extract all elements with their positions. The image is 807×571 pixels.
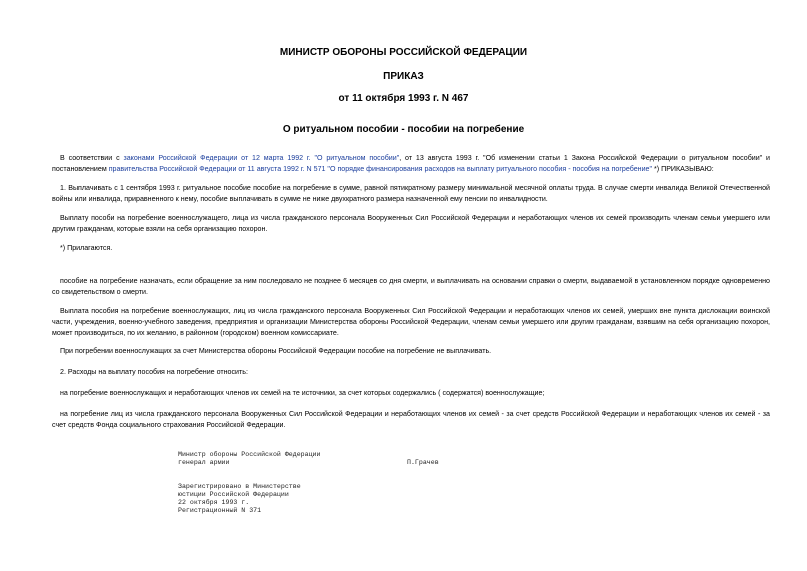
government-decree-link[interactable]: правительства Российской Федерации от 11 августа 1992 г. N 571 "О порядке финансирования расходов на выплату ритуального пособия - пособия на погребение" xyxy=(108,165,653,173)
registration-date: 22 октября 1993 г. xyxy=(178,499,250,506)
intro-text-3: *) ПРИКАЗЫВАЮ: xyxy=(652,165,714,173)
paragraph-2: Выплату пособи на погребение военнослужащего, лица из числа гражданского персонала Вооруженных Сил Российской Федерации и неработающих членов их семей производить членам семьи умершего или другим гражданам, которые взяли на себя организацию похорон. xyxy=(52,214,770,233)
attachments-note: *) Прилагаются. xyxy=(60,244,113,252)
paragraph-8: на погребение военнослужащих и неработающих членов их семей на те источники, за счет которых содержались ( содержатся) военнослужащие; xyxy=(60,389,545,397)
laws-link[interactable]: законами Российской Федерации от 12 марта 1992 г. "О ритуальном пособии" xyxy=(123,154,400,162)
paragraph-5: Выплата пособия на погребение военнослужащих, лиц из числа гражданского персонала Вооруженных Сил Российской Федерации и неработающих членов их семей, умерших вне пункта дислокации воинской части, учреждения, военно-учебного заведения, предприятия и организации Министерства обороны Российской Федерации, членам семьи умершего или другим гражданам, взявшим на себя организацию похорон, может производиться, по их желанию, в районном (городском) военном комиссариате. xyxy=(52,307,770,337)
registration-line-2: юстиции Российской Федерации xyxy=(178,491,289,498)
paragraph-9: на погребение лиц из числа гражданского персонала Вооруженных Сил Российской Федерации и неработающих членов их семей - за счет средств Российской Федерации и неработающих членов их семей - за счет средств Фонда социального страхования Российской Федерации. xyxy=(52,410,770,429)
registration-number: Регистрационный N 371 xyxy=(178,507,262,514)
document-title: О ритуальном пособии - пособии на погребение xyxy=(282,124,525,135)
registration-line-1: Зарегистрировано в Министерстве xyxy=(178,483,301,490)
intro-paragraph xyxy=(52,153,770,175)
paragraph-7: 2. Расходы на выплату пособия на погребение относить: xyxy=(60,368,248,376)
date-number-heading: от 11 октября 1993 г. N 467 xyxy=(338,93,469,104)
intro-text-1: В соответствии с xyxy=(60,154,124,162)
signature-position: Министр обороны Российской Федерации xyxy=(178,451,321,458)
paragraph-6: При погребении военнослужащих за счет Министерства обороны Российской Федерации пособие на погребение не выплачивать. xyxy=(60,347,492,355)
doc-type-heading: ПРИКАЗ xyxy=(383,71,424,82)
paragraph-4: пособие на погребение назначать, если обращение за ним последовало не позднее 6 месяцев со дня смерти, и выплачивать на основании справки о смерти, выдаваемой в установленном порядке одновременно со свидетельством о смерти. xyxy=(52,277,770,296)
ministry-heading: МИНИСТР ОБОРОНЫ РОССИЙСКОЙ ФЕДЕРАЦИИ xyxy=(279,47,528,58)
signature-name: П.Грачев xyxy=(407,459,439,466)
intro-text-2: , от 13 августа 1993 г. "Об изменении статьи 1 Закона Российской Федерации о ритуальном пособии" и постановлением xyxy=(52,154,770,173)
paragraph-1: 1. Выплачивать с 1 сентября 1993 г. ритуальное пособие пособие на погребение в сумме, равной пятикратному размеру минимальной месячной оплаты труда. В случае смерти инвалида Великой Отечественной войны или инвалида, приравненного к нему, пособие выплачивать в сумме не ниже двухкратного размера назначенной ему пенсии по инвалидности. xyxy=(52,184,770,203)
signature-rank: генерал армии xyxy=(178,459,230,466)
